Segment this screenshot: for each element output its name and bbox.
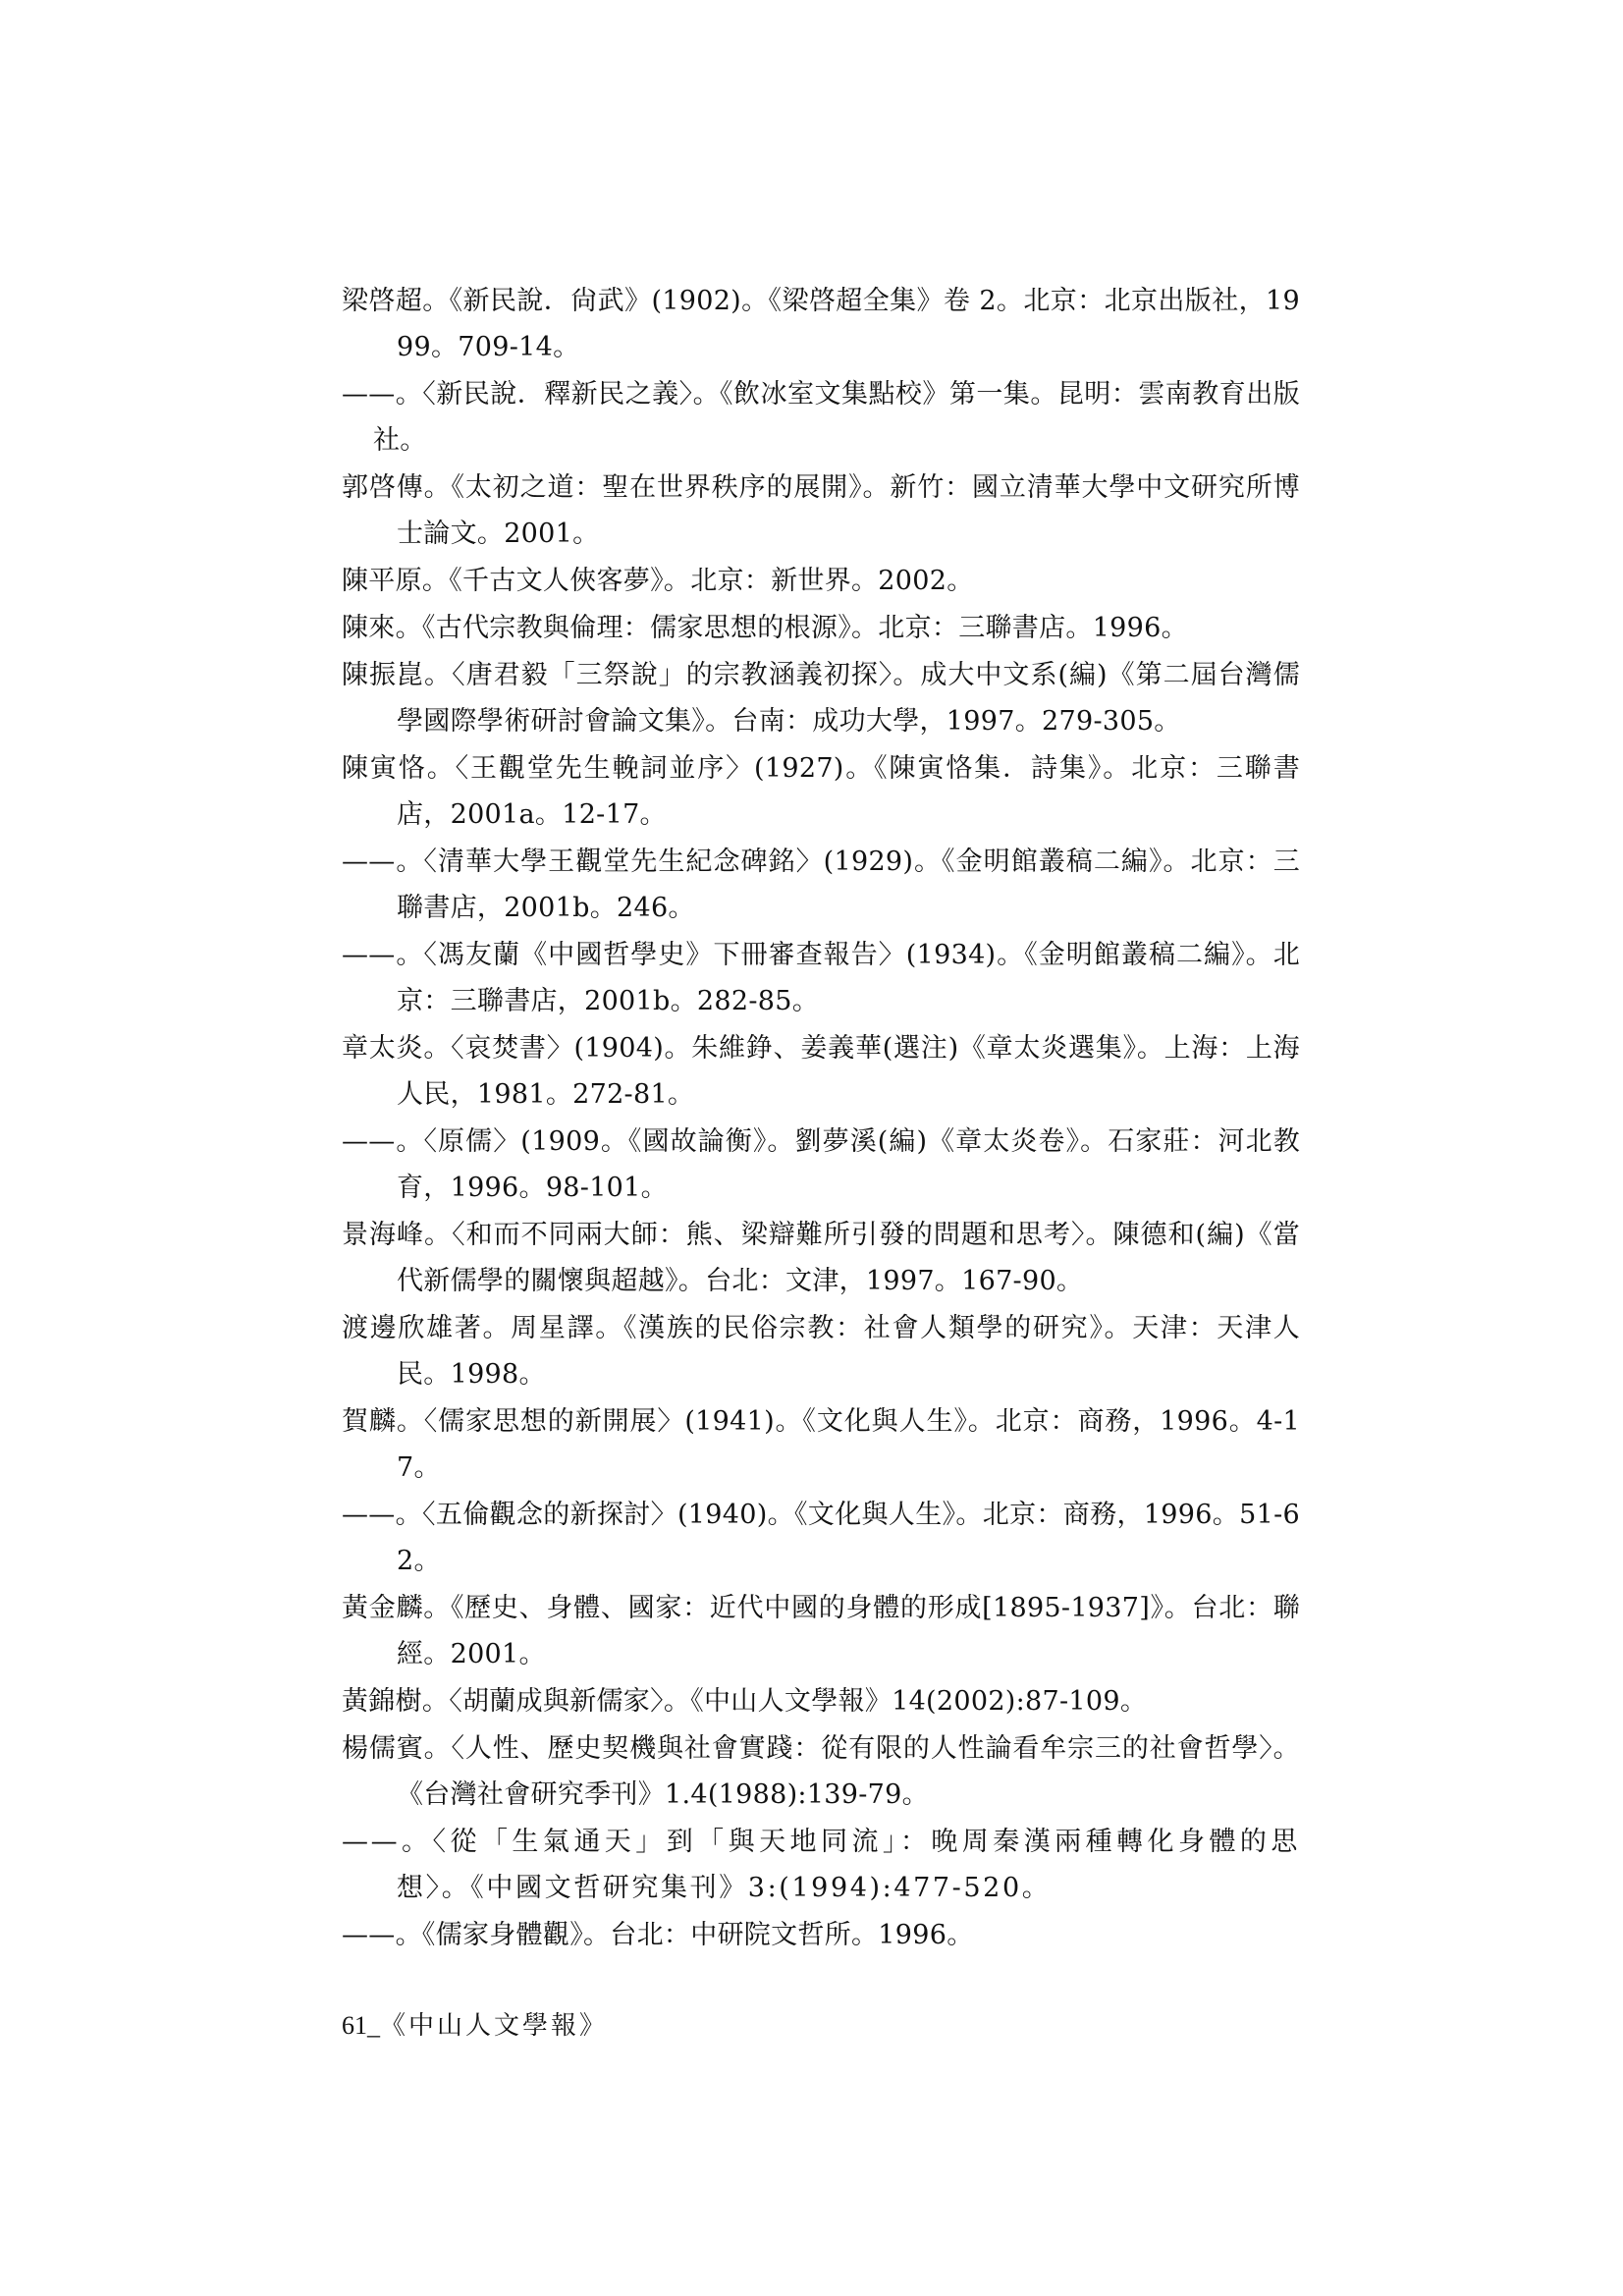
bibliography-entry: 陳平原。《千古文人俠客夢》。北京：新世界。2002。 — [342, 566, 974, 596]
bibliography-entry: 梁啓超。《新民說．尙武》(1902)。《梁啓超全集》卷 2。北京：北京出版社，1999。709-14。 — [342, 286, 1300, 362]
bibliography-entry: 楊儒賓。〈人性、歷史契機與社會實踐：從有限的人性論看牟宗三的社會哲學〉。《台灣社會研究季刊》1.4(1988):139-79。 — [342, 1733, 1300, 1810]
page-footer — [342, 2008, 608, 2044]
bibliography-list — [342, 278, 1300, 1959]
bibliography-entry: 景海峰。〈和而不同兩大師：熊、梁辯難所引發的問題和思考〉。陳德和(編)《當代新儒學的關懷與超越》。台北：文津，1997。167-90。 — [342, 1220, 1300, 1296]
page-number: 61_ — [342, 2011, 380, 2040]
bibliography-entry: 陳振崑。〈唐君毅「三祭說」的宗教涵義初探〉。成大中文系(編)《第二屆台灣儒學國際學術研討會論文集》。台南：成功大學，1997。279-305。 — [342, 660, 1300, 737]
journal-title: 《中山人文學報》 — [380, 2011, 609, 2041]
bibliography-entry: ——。〈原儒〉(1909。《國故論衡》。劉夢溪(編)《章太炎卷》。石家莊：河北教育，1996。98-101。 — [342, 1126, 1300, 1203]
bibliography-entry: ——。〈五倫觀念的新探討〉(1940)。《文化與人生》。北京：商務，1996。51-62。 — [342, 1500, 1300, 1576]
bibliography-entry: ——。〈馮友蘭《中國哲學史》下冊審查報告〉(1934)。《金明館叢稿二編》。北京：三聯書店，2001b。282-85。 — [342, 940, 1300, 1016]
bibliography-entry: 郭啓傳。《太初之道：聖在世界秩序的展開》。新竹：國立清華大學中文研究所博士論文。2001。 — [342, 472, 1300, 549]
bibliography-entry: ——。〈新民說．釋新民之義〉。《飲冰室文集點校》第一集。昆明：雲南教育出版社。 — [342, 379, 1300, 456]
bibliography-entry: ——。〈從「生氣通天」到「與天地同流」：晚周秦漢兩種轉化身體的思想〉。《中國文哲研究集刊》3:(1994):477-520。 — [342, 1827, 1300, 1903]
bibliography-entry: 陳寅恪。〈王觀堂先生輓詞並序〉(1927)。《陳寅恪集．詩集》。北京：三聯書店，2001a。12-17。 — [342, 753, 1300, 830]
bibliography-entry: 陳來。《古代宗教與倫理：儒家思想的根源》。北京：三聯書店。1996。 — [342, 613, 1188, 643]
bibliography-entry: 黃金麟。《歷史、身體、國家：近代中國的身體的形成[1895-1937]》。台北：聯經。2001。 — [342, 1593, 1300, 1669]
bibliography-entry: 賀麟。〈儒家思想的新開展〉(1941)。《文化與人生》。北京：商務，1996。4-17。 — [342, 1406, 1300, 1483]
bibliography-entry: ——。〈清華大學王觀堂先生紀念碑銘〉(1929)。《金明館叢稿二編》。北京：三聯書店，2001b。246。 — [342, 847, 1300, 923]
bibliography-entry: 渡邊欣雄著。周星譯。《漢族的民俗宗教：社會人類學的研究》。天津：天津人民。1998。 — [342, 1313, 1300, 1390]
bibliography-entry: 黃錦樹。〈胡蘭成與新儒家〉。《中山人文學報》14(2002):87-109。 — [342, 1686, 1148, 1717]
bibliography-entry: 章太炎。〈哀焚書〉(1904)。朱維錚、姜義華(選注)《章太炎選集》。上海：上海人民，1981。272-81。 — [342, 1033, 1300, 1110]
bibliography-entry: ——。《儒家身體觀》。台北：中研院文哲所。1996。 — [342, 1920, 974, 1950]
